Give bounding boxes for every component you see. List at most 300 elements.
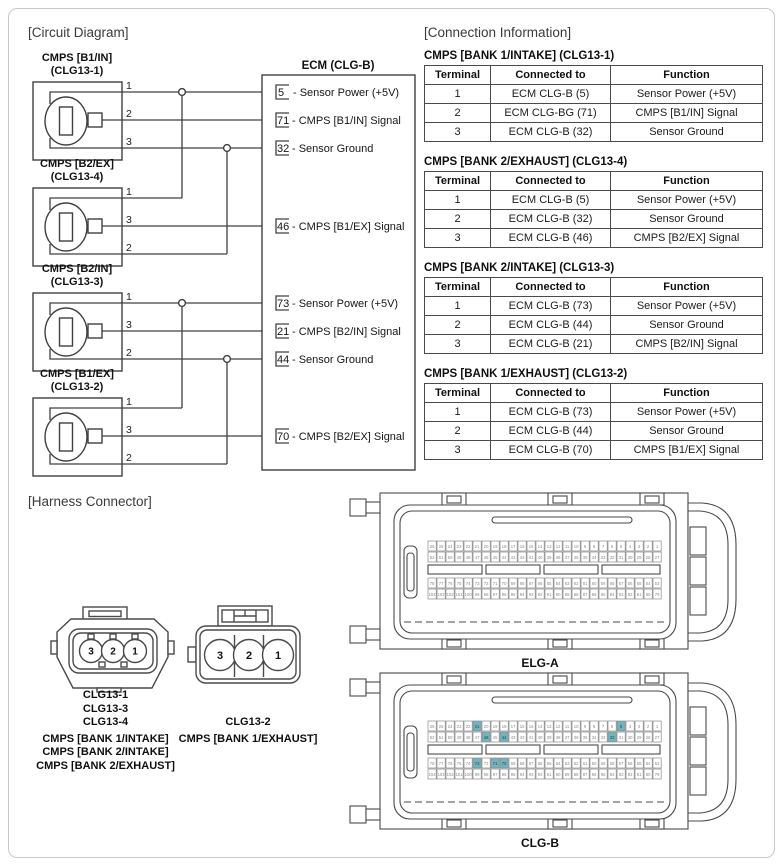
svg-text:71: 71 bbox=[492, 581, 498, 587]
connection-table-clg13-3 bbox=[424, 277, 763, 354]
svg-text:89: 89 bbox=[564, 772, 570, 778]
cell-function: Sensor Ground bbox=[611, 210, 763, 229]
svg-text:41: 41 bbox=[528, 735, 534, 741]
ecm-pin-desc: - CMPS [B2/IN] Signal bbox=[292, 326, 401, 338]
svg-text:49: 49 bbox=[456, 735, 462, 741]
svg-text:48: 48 bbox=[465, 735, 471, 741]
ecm-connector-label: CLG-B bbox=[521, 836, 559, 850]
cell-terminal: 1 bbox=[425, 85, 491, 104]
svg-text:40: 40 bbox=[537, 555, 543, 561]
svg-text:54: 54 bbox=[645, 761, 651, 767]
col-header: Terminal bbox=[425, 278, 491, 297]
table-row bbox=[425, 104, 763, 123]
ecm-pin-desc: - CMPS [B1/IN] Signal bbox=[292, 115, 401, 127]
svg-text:75: 75 bbox=[456, 761, 462, 767]
sensor-cmps-b1-in bbox=[33, 52, 132, 160]
svg-text:55: 55 bbox=[636, 581, 642, 587]
svg-text:18: 18 bbox=[501, 544, 507, 550]
svg-text:28: 28 bbox=[645, 555, 651, 561]
svg-text:7: 7 bbox=[601, 544, 605, 550]
svg-text:37: 37 bbox=[564, 735, 570, 741]
svg-text:58: 58 bbox=[609, 761, 615, 767]
svg-text:56: 56 bbox=[627, 761, 633, 767]
svg-text:58: 58 bbox=[609, 581, 615, 587]
svg-text:30: 30 bbox=[627, 735, 633, 741]
svg-text:19: 19 bbox=[492, 724, 498, 730]
cavity-number: 3 bbox=[88, 646, 94, 658]
col-header: Connected to bbox=[491, 278, 611, 297]
table-row bbox=[425, 403, 763, 422]
ecm-box-title: ECM (CLG-B) bbox=[301, 60, 375, 72]
svg-text:99: 99 bbox=[474, 592, 480, 598]
svg-text:35: 35 bbox=[582, 555, 588, 561]
svg-text:80: 80 bbox=[645, 772, 651, 778]
svg-text:39: 39 bbox=[546, 735, 552, 741]
cell-connected-to: ECM CLG-B (73) bbox=[491, 297, 611, 316]
sensor-code-label: (CLG13-1) bbox=[50, 65, 104, 77]
ecm-pin-70 bbox=[276, 429, 405, 443]
svg-text:44: 44 bbox=[501, 555, 507, 561]
harness-connector-rect-face bbox=[186, 597, 306, 694]
svg-text:47: 47 bbox=[474, 735, 480, 741]
svg-text:100: 100 bbox=[464, 592, 472, 598]
svg-text:5: 5 bbox=[619, 544, 623, 550]
svg-text:95: 95 bbox=[510, 592, 516, 598]
svg-text:1: 1 bbox=[655, 724, 659, 730]
cell-connected-to: ECM CLG-B (70) bbox=[491, 441, 611, 460]
cell-terminal: 3 bbox=[425, 123, 491, 142]
connector-name: CMPS [BANK 1/EXHAUST] bbox=[178, 732, 318, 745]
svg-text:84: 84 bbox=[609, 592, 615, 598]
svg-text:88: 88 bbox=[573, 772, 579, 778]
svg-text:17: 17 bbox=[510, 724, 516, 730]
svg-text:2: 2 bbox=[646, 724, 650, 730]
ecm-connector-label: ELG-A bbox=[521, 656, 559, 670]
svg-text:24: 24 bbox=[447, 724, 453, 730]
svg-text:99: 99 bbox=[474, 772, 480, 778]
svg-text:74: 74 bbox=[465, 761, 471, 767]
sensor-pin-number: 2 bbox=[126, 242, 132, 254]
col-header: Terminal bbox=[425, 384, 491, 403]
svg-text:78: 78 bbox=[429, 761, 435, 767]
svg-text:63: 63 bbox=[564, 581, 570, 587]
svg-text:97: 97 bbox=[492, 592, 498, 598]
sensor-cmps-b2-in bbox=[33, 263, 132, 371]
sensor-pin-number: 2 bbox=[126, 347, 132, 359]
sensor-pin-number: 3 bbox=[126, 319, 132, 331]
cavity-number: 2 bbox=[245, 650, 253, 662]
svg-text:27: 27 bbox=[654, 735, 660, 741]
ecm-pin-number: 5 bbox=[278, 87, 285, 99]
svg-text:86: 86 bbox=[591, 772, 597, 778]
sensor-pin-number: 3 bbox=[126, 136, 132, 148]
svg-text:102: 102 bbox=[446, 592, 454, 598]
svg-text:8: 8 bbox=[592, 544, 596, 550]
svg-text:45: 45 bbox=[492, 735, 498, 741]
svg-text:60: 60 bbox=[591, 761, 597, 767]
svg-text:15: 15 bbox=[528, 544, 534, 550]
svg-text:13: 13 bbox=[546, 544, 552, 550]
svg-text:103: 103 bbox=[437, 592, 445, 598]
svg-text:57: 57 bbox=[618, 581, 624, 587]
svg-text:53: 53 bbox=[654, 581, 660, 587]
svg-text:3: 3 bbox=[637, 724, 641, 730]
cell-connected-to: ECM CLG-BG (71) bbox=[491, 104, 611, 123]
svg-text:5: 5 bbox=[619, 724, 623, 730]
svg-text:104: 104 bbox=[428, 592, 436, 598]
cell-terminal: 3 bbox=[425, 441, 491, 460]
ecm-pin-desc: - CMPS [B2/EX] Signal bbox=[292, 431, 405, 443]
svg-text:63: 63 bbox=[564, 761, 570, 767]
svg-text:2: 2 bbox=[646, 544, 650, 550]
svg-text:57: 57 bbox=[618, 761, 624, 767]
cell-terminal: 2 bbox=[425, 422, 491, 441]
svg-text:94: 94 bbox=[519, 772, 525, 778]
svg-text:25: 25 bbox=[438, 544, 444, 550]
svg-text:34: 34 bbox=[591, 555, 597, 561]
ecm-box-outline bbox=[262, 75, 415, 470]
cell-connected-to: ECM CLG-B (32) bbox=[491, 210, 611, 229]
svg-text:50: 50 bbox=[447, 735, 453, 741]
svg-text:92: 92 bbox=[537, 772, 543, 778]
svg-text:14: 14 bbox=[537, 544, 543, 550]
sensor-pin-number: 1 bbox=[126, 291, 132, 303]
connection-table-clg13-1 bbox=[424, 65, 763, 142]
svg-text:55: 55 bbox=[636, 761, 642, 767]
cell-connected-to: ECM CLG-B (44) bbox=[491, 316, 611, 335]
sensor-cmps-b1-ex bbox=[33, 368, 132, 476]
svg-text:66: 66 bbox=[537, 761, 543, 767]
ecm-pin-desc: - Sensor Power (+5V) bbox=[293, 87, 400, 99]
svg-text:27: 27 bbox=[654, 555, 660, 561]
table-row bbox=[425, 316, 763, 335]
cell-terminal: 2 bbox=[425, 104, 491, 123]
cell-connected-to: ECM CLG-B (5) bbox=[491, 85, 611, 104]
sensor-cmps-b2-ex bbox=[33, 158, 132, 266]
svg-text:23: 23 bbox=[456, 544, 462, 550]
ecm-pin-71 bbox=[276, 113, 401, 127]
cell-function: Sensor Power (+5V) bbox=[611, 403, 763, 422]
harness-labels-left bbox=[18, 689, 193, 773]
svg-text:74: 74 bbox=[465, 581, 471, 587]
ecm-pin-73 bbox=[276, 296, 398, 310]
svg-text:61: 61 bbox=[582, 581, 588, 587]
svg-text:76: 76 bbox=[447, 581, 453, 587]
svg-text:83: 83 bbox=[618, 772, 624, 778]
circuit-diagram-title: [Circuit Diagram] bbox=[28, 25, 129, 40]
svg-text:82: 82 bbox=[627, 592, 633, 598]
svg-text:69: 69 bbox=[510, 761, 516, 767]
svg-text:64: 64 bbox=[555, 761, 561, 767]
table-row bbox=[425, 297, 763, 316]
svg-text:42: 42 bbox=[519, 555, 525, 561]
svg-text:77: 77 bbox=[438, 581, 444, 587]
svg-text:20: 20 bbox=[483, 724, 489, 730]
table-row bbox=[425, 123, 763, 142]
col-header: Connected to bbox=[491, 384, 611, 403]
svg-text:97: 97 bbox=[492, 772, 498, 778]
svg-text:104: 104 bbox=[428, 772, 436, 778]
svg-text:79: 79 bbox=[654, 592, 660, 598]
svg-text:84: 84 bbox=[609, 772, 615, 778]
ecm-pin-desc: - CMPS [B1/EX] Signal bbox=[292, 221, 405, 233]
svg-text:101: 101 bbox=[455, 592, 463, 598]
sensor-pin-number: 1 bbox=[126, 186, 132, 198]
svg-text:32: 32 bbox=[609, 735, 615, 741]
table-row bbox=[425, 422, 763, 441]
svg-text:22: 22 bbox=[465, 544, 471, 550]
ecm-pin-number: 32 bbox=[277, 143, 290, 155]
svg-text:94: 94 bbox=[519, 592, 525, 598]
svg-text:12: 12 bbox=[555, 724, 561, 730]
svg-text:38: 38 bbox=[555, 555, 561, 561]
table-row bbox=[425, 441, 763, 460]
svg-text:51: 51 bbox=[438, 735, 444, 741]
svg-text:19: 19 bbox=[492, 544, 498, 550]
svg-text:90: 90 bbox=[555, 772, 561, 778]
cell-connected-to: ECM CLG-B (73) bbox=[491, 403, 611, 422]
svg-text:28: 28 bbox=[645, 735, 651, 741]
svg-text:66: 66 bbox=[537, 581, 543, 587]
svg-text:81: 81 bbox=[636, 772, 642, 778]
svg-text:33: 33 bbox=[600, 735, 606, 741]
sensor-name-label: CMPS [B2/IN] bbox=[41, 263, 113, 275]
svg-text:44: 44 bbox=[501, 735, 507, 741]
ecm-pin-number: 46 bbox=[277, 221, 290, 233]
table-caption: CMPS [BANK 2/EXHAUST] (CLG13-4) bbox=[424, 156, 628, 168]
svg-text:17: 17 bbox=[510, 544, 516, 550]
wire-junction-dot bbox=[179, 89, 186, 96]
svg-text:91: 91 bbox=[546, 592, 552, 598]
ecm-pin-number: 73 bbox=[277, 298, 290, 310]
svg-text:87: 87 bbox=[582, 592, 588, 598]
ecm-pin-21 bbox=[276, 324, 401, 338]
cell-function: Sensor Power (+5V) bbox=[611, 191, 763, 210]
svg-text:49: 49 bbox=[456, 555, 462, 561]
cell-terminal: 3 bbox=[425, 229, 491, 248]
svg-text:39: 39 bbox=[546, 555, 552, 561]
table-row bbox=[425, 335, 763, 354]
svg-text:38: 38 bbox=[555, 735, 561, 741]
cell-function: Sensor Power (+5V) bbox=[611, 85, 763, 104]
svg-text:3: 3 bbox=[637, 544, 641, 550]
svg-text:50: 50 bbox=[447, 555, 453, 561]
svg-text:59: 59 bbox=[600, 581, 606, 587]
svg-text:79: 79 bbox=[654, 772, 660, 778]
table-caption: CMPS [BANK 1/EXHAUST] (CLG13-2) bbox=[424, 368, 628, 380]
connector-code: CLG13-2 bbox=[225, 716, 271, 728]
svg-text:70: 70 bbox=[501, 581, 507, 587]
svg-text:68: 68 bbox=[519, 581, 525, 587]
ecm-pin-desc: - Sensor Power (+5V) bbox=[292, 298, 399, 310]
svg-text:21: 21 bbox=[474, 544, 480, 550]
svg-text:52: 52 bbox=[429, 735, 435, 741]
ecm-pin-desc: - Sensor Ground bbox=[292, 354, 374, 366]
harness-labels-right bbox=[168, 716, 328, 746]
svg-text:21: 21 bbox=[474, 724, 480, 730]
cell-connected-to: ECM CLG-B (44) bbox=[491, 422, 611, 441]
svg-text:70: 70 bbox=[501, 761, 507, 767]
svg-text:98: 98 bbox=[483, 592, 489, 598]
svg-text:87: 87 bbox=[582, 772, 588, 778]
svg-text:45: 45 bbox=[492, 555, 498, 561]
svg-text:93: 93 bbox=[528, 592, 534, 598]
svg-text:33: 33 bbox=[600, 555, 606, 561]
cell-terminal: 1 bbox=[425, 403, 491, 422]
svg-text:12: 12 bbox=[555, 544, 561, 550]
svg-text:82: 82 bbox=[627, 772, 633, 778]
svg-text:51: 51 bbox=[438, 555, 444, 561]
col-header: Function bbox=[611, 172, 763, 191]
svg-text:30: 30 bbox=[627, 555, 633, 561]
cell-terminal: 1 bbox=[425, 297, 491, 316]
sensor-code-label: (CLG13-4) bbox=[50, 171, 104, 183]
col-header: Function bbox=[611, 384, 763, 403]
connector-name: CMPS [BANK 2/INTAKE] bbox=[42, 746, 169, 758]
ecm-pin-number: 70 bbox=[277, 431, 290, 443]
svg-text:90: 90 bbox=[555, 592, 561, 598]
svg-text:96: 96 bbox=[501, 772, 507, 778]
ecm-pin-5 bbox=[276, 85, 399, 99]
svg-text:23: 23 bbox=[456, 724, 462, 730]
svg-text:41: 41 bbox=[528, 555, 534, 561]
cell-connected-to: ECM CLG-B (21) bbox=[491, 335, 611, 354]
ecm-pin-46 bbox=[276, 219, 405, 233]
connection-table-clg13-4 bbox=[424, 171, 763, 248]
sensor-name-label: CMPS [B1/EX] bbox=[40, 368, 114, 380]
col-header: Function bbox=[611, 278, 763, 297]
svg-text:36: 36 bbox=[573, 555, 579, 561]
col-header: Function bbox=[611, 66, 763, 85]
sensor-pin-number: 2 bbox=[126, 452, 132, 464]
svg-text:81: 81 bbox=[636, 592, 642, 598]
svg-text:13: 13 bbox=[546, 724, 552, 730]
table-row bbox=[425, 229, 763, 248]
svg-text:48: 48 bbox=[465, 555, 471, 561]
svg-text:4: 4 bbox=[628, 724, 632, 730]
svg-text:65: 65 bbox=[546, 581, 552, 587]
table-row bbox=[425, 210, 763, 229]
sensor-pin-number: 3 bbox=[126, 214, 132, 226]
svg-text:54: 54 bbox=[645, 581, 651, 587]
svg-text:22: 22 bbox=[465, 724, 471, 730]
sensor-name-label: CMPS [B2/EX] bbox=[40, 158, 114, 170]
cell-function: CMPS [B2/EX] Signal bbox=[611, 229, 763, 248]
table-row bbox=[425, 191, 763, 210]
sensor-pin-number: 2 bbox=[126, 108, 132, 120]
cavity-number: 1 bbox=[274, 650, 282, 662]
sensor-code-label: (CLG13-3) bbox=[50, 276, 104, 288]
svg-text:25: 25 bbox=[438, 724, 444, 730]
svg-text:64: 64 bbox=[555, 581, 561, 587]
svg-text:46: 46 bbox=[483, 555, 489, 561]
cell-function: CMPS [B2/IN] Signal bbox=[611, 335, 763, 354]
svg-text:1: 1 bbox=[655, 544, 659, 550]
cell-connected-to: ECM CLG-B (32) bbox=[491, 123, 611, 142]
svg-text:61: 61 bbox=[582, 761, 588, 767]
cell-function: CMPS [B1/IN] Signal bbox=[611, 104, 763, 123]
svg-text:42: 42 bbox=[519, 735, 525, 741]
sensor-name-label: CMPS [B1/IN] bbox=[41, 52, 113, 64]
cell-function: CMPS [B1/EX] Signal bbox=[611, 441, 763, 460]
svg-text:78: 78 bbox=[429, 581, 435, 587]
table-caption: CMPS [BANK 1/INTAKE] (CLG13-1) bbox=[424, 50, 615, 62]
svg-text:72: 72 bbox=[483, 581, 489, 587]
svg-text:11: 11 bbox=[564, 724, 570, 730]
wire-junction-dot bbox=[179, 300, 186, 307]
svg-text:92: 92 bbox=[537, 592, 543, 598]
cell-terminal: 3 bbox=[425, 335, 491, 354]
svg-text:7: 7 bbox=[601, 724, 605, 730]
svg-text:77: 77 bbox=[438, 761, 444, 767]
svg-text:69: 69 bbox=[510, 581, 516, 587]
connection-information-section bbox=[424, 43, 764, 460]
cell-function: Sensor Ground bbox=[611, 123, 763, 142]
svg-text:62: 62 bbox=[573, 581, 579, 587]
svg-text:34: 34 bbox=[591, 735, 597, 741]
circuit-diagram-canvas bbox=[0, 0, 440, 484]
connection-information-title: [Connection Information] bbox=[424, 25, 572, 40]
wire-junction-dot bbox=[224, 145, 231, 152]
svg-text:4: 4 bbox=[628, 544, 632, 550]
svg-text:62: 62 bbox=[573, 761, 579, 767]
svg-text:31: 31 bbox=[618, 735, 624, 741]
svg-text:43: 43 bbox=[510, 735, 516, 741]
svg-text:9: 9 bbox=[583, 724, 587, 730]
svg-text:24: 24 bbox=[447, 544, 453, 550]
harness-connector-title: [Harness Connector] bbox=[28, 494, 152, 509]
svg-text:26: 26 bbox=[429, 544, 435, 550]
svg-text:40: 40 bbox=[537, 735, 543, 741]
svg-text:95: 95 bbox=[510, 772, 516, 778]
svg-text:18: 18 bbox=[501, 724, 507, 730]
sensor-pin-number: 1 bbox=[126, 80, 132, 92]
svg-text:65: 65 bbox=[546, 761, 552, 767]
svg-text:98: 98 bbox=[483, 772, 489, 778]
svg-text:72: 72 bbox=[483, 761, 489, 767]
cell-connected-to: ECM CLG-B (5) bbox=[491, 191, 611, 210]
svg-text:20: 20 bbox=[483, 544, 489, 550]
cell-connected-to: ECM CLG-B (46) bbox=[491, 229, 611, 248]
svg-text:75: 75 bbox=[456, 581, 462, 587]
svg-text:83: 83 bbox=[618, 592, 624, 598]
svg-text:6: 6 bbox=[610, 724, 614, 730]
svg-text:102: 102 bbox=[446, 772, 454, 778]
ecm-pin-number: 44 bbox=[277, 354, 290, 366]
ecm-pin-desc: - Sensor Ground bbox=[292, 143, 374, 155]
svg-text:29: 29 bbox=[636, 735, 642, 741]
col-header: Terminal bbox=[425, 66, 491, 85]
svg-text:9: 9 bbox=[583, 544, 587, 550]
connector-code: CLG13-3 bbox=[82, 702, 129, 715]
svg-text:26: 26 bbox=[429, 724, 435, 730]
svg-text:53: 53 bbox=[654, 761, 660, 767]
harness-connector-oval-face bbox=[45, 597, 177, 694]
svg-text:11: 11 bbox=[564, 544, 570, 550]
svg-text:47: 47 bbox=[474, 555, 480, 561]
svg-text:10: 10 bbox=[573, 544, 579, 550]
sensor-pin-number: 3 bbox=[126, 424, 132, 436]
svg-text:16: 16 bbox=[519, 544, 525, 550]
connector-name: CMPS [BANK 2/EXHAUST] bbox=[36, 759, 175, 772]
col-header: Connected to bbox=[491, 172, 611, 191]
connection-table-clg13-2 bbox=[424, 383, 763, 460]
svg-text:16: 16 bbox=[519, 724, 525, 730]
svg-text:96: 96 bbox=[501, 592, 507, 598]
svg-text:56: 56 bbox=[627, 581, 633, 587]
svg-text:29: 29 bbox=[636, 555, 642, 561]
col-header: Terminal bbox=[425, 172, 491, 191]
